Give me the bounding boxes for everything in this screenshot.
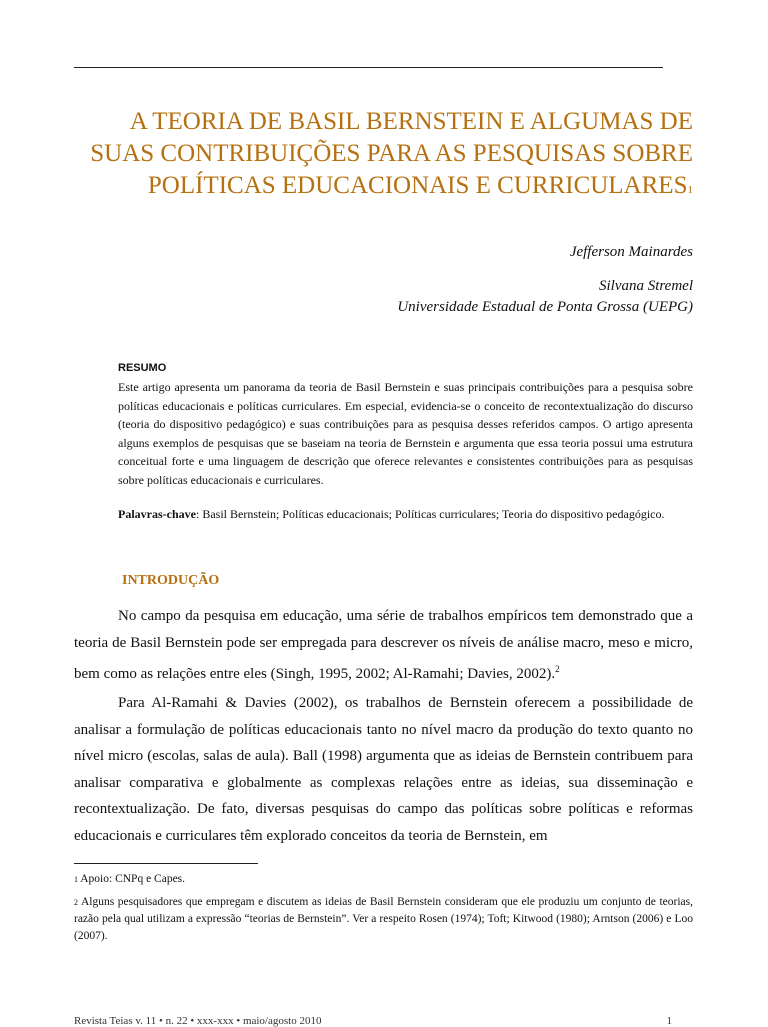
section-heading-introduction: INTRODUÇÃO <box>122 573 220 588</box>
footnote <box>74 871 693 888</box>
article-title <box>60 106 693 202</box>
footnote-marker[interactable]: 2 <box>555 664 560 674</box>
page-number: 1 <box>666 1015 672 1027</box>
title-footnote-marker[interactable]: 1 <box>687 184 693 196</box>
footnote <box>74 894 693 945</box>
footnote-number: 1 <box>74 875 78 884</box>
body-paragraph <box>74 603 693 688</box>
keywords-label: Palavras-chave <box>118 507 196 521</box>
author-name: Silvana Stremel <box>598 278 693 294</box>
footnote-text: Alguns pesquisadores que empregam e discutem as ideias de Basil Bernstein consideram que ele produziu um conjunto de teorias, razão pela qual utilizam a expressão “teorias de Bernstein”. Ver a respeito Rosen (1974); Toft; Kitwood (1980); Arntson (2006) e Loo (2007). <box>74 896 694 942</box>
abstract-heading: RESUMO <box>118 362 167 374</box>
keywords-text: : Basil Bernstein; Políticas educacionais; Políticas curriculares; Teoria do dispositivo pedagógico. <box>195 507 665 521</box>
footnote-number: 2 <box>74 898 78 907</box>
author-affiliation: Universidade Estadual de Ponta Grossa (UEPG) <box>397 299 693 315</box>
footnote-rule <box>74 863 258 864</box>
keywords <box>118 505 693 524</box>
abstract-body: Este artigo apresenta um panorama da teoria de Basil Bernstein e suas principais contribuições para a pesquisa sobre políticas educacionais e políticas curriculares. Em especial, evidencia-se o conceito de recontextualização do discurso (teoria do dispositivo pedagógico) e suas contribuições para as pesquisa desses referidos campos. O artigo apresenta alguns exemplos de pesquisas que se baseiam na teoria de Bernstein e argumenta que essa teoria possui uma estrutura conceitual forte e uma linguagem de descrição que oferece relevantes e consistentes contribuições para as pesquisas sobre políticas educacionais e curriculares. <box>118 380 693 487</box>
footnote-text: Apoio: CNPq e Capes. <box>80 873 186 885</box>
journal-footer: Revista Teias v. 11 • n. 22 • xxx-xxx • maio/agosto 2010 <box>74 1015 322 1027</box>
author-name: Jefferson Mainardes <box>569 244 693 260</box>
paragraph-text: No campo da pesquisa em educação, uma série de trabalhos empíricos tem demonstrado que a teoria de Basil Bernstein pode ser empregada para descrever os níveis de análise macro, meso e micro, bem como as relações entre eles (Singh, 1995, 2002; Al-Ramahi; Davies, 2002). <box>74 608 693 682</box>
header-rule <box>74 67 663 68</box>
title-text: A TEORIA DE BASIL BERNSTEIN E ALGUMAS DE SUAS CONTRIBUIÇÕES PARA AS PESQUISAS SOBRE POLÍTICAS EDUCACIONAIS E CURRICULARES <box>90 108 693 199</box>
body-paragraph: Para Al-Ramahi & Davies (2002), os trabalhos de Bernstein oferecem a possibilidade de analisar a formulação de políticas educacionais tanto no nível macro da produção do texto quanto no nível micro (escolas, salas de aula). Ball (1998) argumenta que as ideias de Bernstein contribuem para analisar comparativa e globalmente as complexas relações entre as ideias, sua disseminação e recontextualização. De fato, diversas pesquisas do campo das políticas sobre políticas e reformas educacionais e curriculares têm explorado conceitos da teoria de Bernstein, em <box>74 695 693 844</box>
